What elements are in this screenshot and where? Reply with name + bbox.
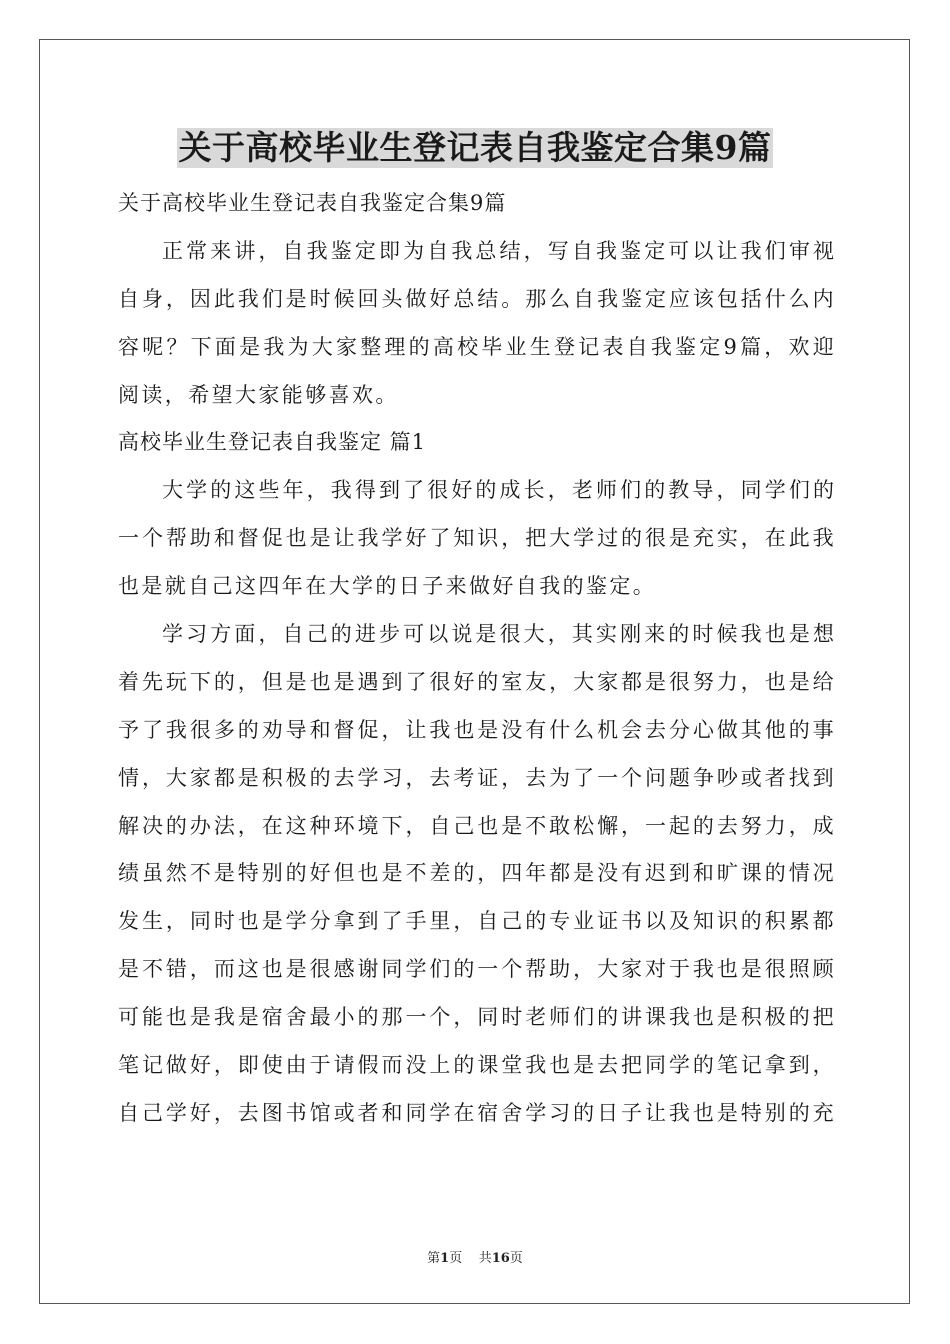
page-footer bbox=[0, 1247, 950, 1266]
total-prefix: 共 bbox=[478, 1251, 492, 1266]
paragraph-line: 自 己 学 好 ， 去 图 书 馆 或 者 和 同 学 在 宿 舍 学 习 的 日 子 让 我 也 是 特 别 的 充 bbox=[118, 1100, 834, 1125]
paragraph-line: 容 呢 ？ 下 面 是 我 为 大 家 整 理 的 高 校 毕 业 生 登 记 表 自 我 鉴 定 9 篇 ， 欢 迎 bbox=[118, 334, 834, 359]
paragraph-line: 自 身 ， 因 此 我 们 是 时 候 回 头 做 好 总 结 。 那 么 自 我 鉴 定 应 该 包 括 什 么 内 bbox=[118, 286, 834, 311]
document-title-wrap bbox=[0, 128, 950, 168]
section-heading-line: 关于高校毕业生登记表自我鉴定合集9篇 bbox=[118, 191, 507, 215]
paragraph-line: 一 个 帮 助 和 督 促 也 是 让 我 学 好 了 知 识 ， 把 大 学 过 的 很 是 充 实 ， 在 此 我 bbox=[118, 526, 834, 551]
paragraph-line: 正 常 来 讲 ， 自 我 鉴 定 即 为 自 我 总 结 ， 写 自 我 鉴 定 可 以 让 我 们 审 视 bbox=[162, 238, 834, 263]
paragraph-line: 也是就自己这四年在大学的日子来做好自我的鉴定。 bbox=[118, 574, 657, 599]
section-heading-line: 高校毕业生登记表自我鉴定 篇1 bbox=[118, 430, 427, 455]
paragraph-line: 阅读，希望大家能够喜欢。 bbox=[118, 382, 399, 407]
paragraph-line: 可 能 也 是 我 是 宿 舍 最 小 的 那 一 个 ， 同 时 老 师 们 的 讲 课 我 也 是 积 极 的 把 bbox=[118, 1005, 834, 1030]
paragraph-line: 是 不 错 ， 而 这 也 是 很 感 谢 同 学 们 的 一 个 帮 助 ， 大 家 对 于 我 也 是 很 照 顾 bbox=[118, 957, 834, 982]
total-suffix: 页 bbox=[509, 1251, 523, 1266]
paragraph-line: 绩 虽 然 不 是 特 别 的 好 但 也 是 不 差 的 ， 四 年 都 是 没 有 迟 到 和 旷 课 的 情 况 bbox=[118, 861, 834, 886]
paragraph-line: 笔 记 做 好 ， 即 使 由 于 请 假 而 没 上 的 课 堂 我 也 是 去 把 同 学 的 笔 记 拿 到 ， bbox=[118, 1053, 834, 1078]
document-title: 关于高校毕业生登记表自我鉴定合集9篇 bbox=[178, 128, 772, 167]
current-page-number: 1 bbox=[440, 1251, 450, 1266]
paragraph-line: 情 ， 大 家 都 是 积 极 的 去 学 习 ， 去 考 证 ， 去 为 了 一 个 问 题 争 吵 或 者 找 到 bbox=[118, 765, 834, 790]
paragraph-line: 发 生 ， 同 时 也 是 学 分 拿 到 了 手 里 ， 自 己 的 专 业 证 书 以 及 知 识 的 积 累 都 bbox=[118, 909, 834, 934]
paragraph-line: 解 决 的 办 法 ， 在 这 种 环 境 下 ， 自 己 也 是 不 敢 松 懈 ， 一 起 的 去 努 力 ， 成 bbox=[118, 813, 834, 838]
page-suffix: 页 bbox=[449, 1251, 463, 1266]
paragraph-line: 学 习 方 面 ， 自 己 的 进 步 可 以 说 是 很 大 ， 其 实 刚 来 的 时 候 我 也 是 想 bbox=[162, 622, 834, 647]
document-body bbox=[118, 180, 834, 1138]
paragraph-line: 着 先 玩 下 的 ， 但 是 也 是 遇 到 了 很 好 的 室 友 ， 大 家 都 是 很 努 力 ， 也 是 给 bbox=[118, 669, 834, 694]
page-prefix: 第 bbox=[427, 1251, 441, 1266]
paragraph-line: 大 学 的 这 些 年 ， 我 得 到 了 很 好 的 成 长 ， 老 师 们 的 教 导 ， 同 学 们 的 bbox=[162, 478, 834, 503]
total-page-count: 16 bbox=[491, 1251, 510, 1266]
paragraph-line: 予 了 我 很 多 的 劝 导 和 督 促 ， 让 我 也 是 没 有 什 么 机 会 去 分 心 做 其 他 的 事 bbox=[118, 717, 834, 742]
